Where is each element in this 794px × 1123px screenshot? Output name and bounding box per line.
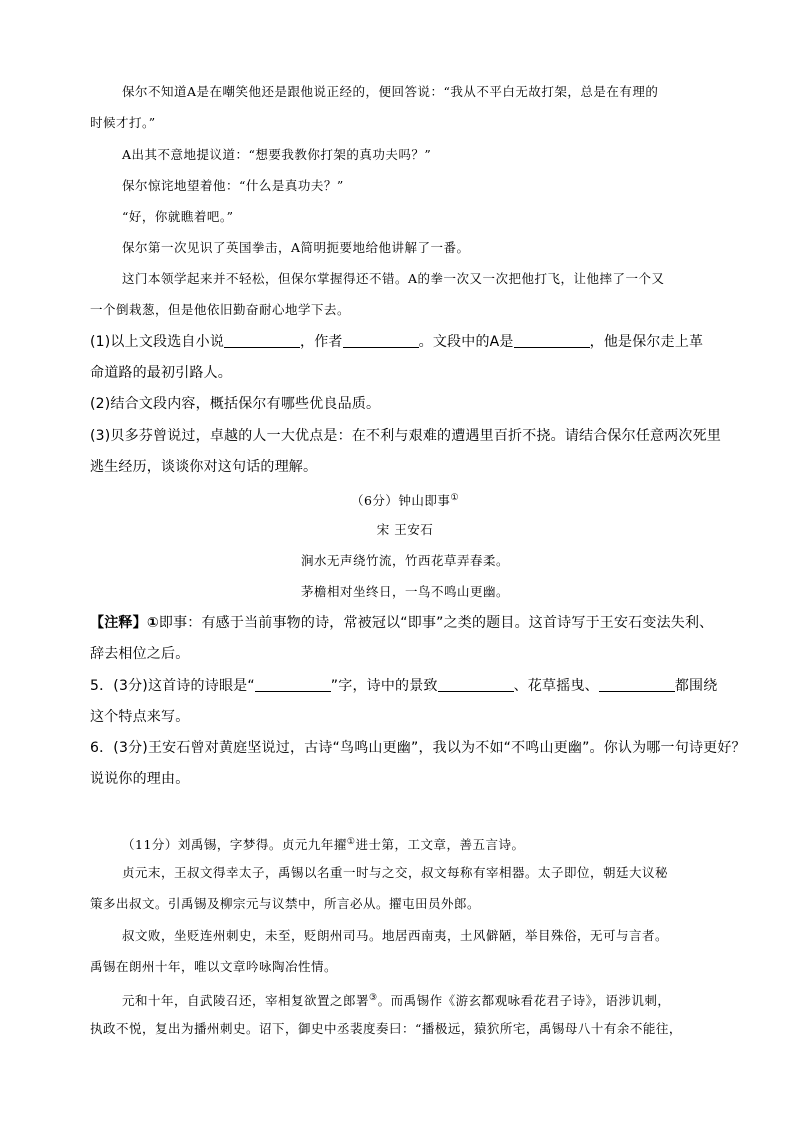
classical-intro-text-b: 进士第，工文章，善五言诗。 <box>355 837 525 853</box>
poem-title-text: （6分）钟山即事 <box>350 493 451 509</box>
q5-text-4: 都围绕 <box>674 678 718 694</box>
novel-para-6b: 一个倒栽葱，但是他依旧勤奋耐心地学下去。 <box>90 302 351 317</box>
answer-blank-author[interactable] <box>343 333 419 348</box>
novel-para-2: A出其不意地提议道：“想要我教你打架的真功夫吗？” <box>122 147 432 162</box>
answer-blank-scenery-1[interactable] <box>438 677 514 692</box>
novel-para-1a: 保尔不知道A是在嘲笑他还是跟他说正经的，便回答说：“我从不平白无故打架，总是在有理的 <box>122 84 659 99</box>
q5-text-2: ”字，诗中的景致 <box>330 678 438 694</box>
poem-annotation-line-a <box>90 613 720 633</box>
classical-para-4-text-a: 元和十年，自武陵召还，宰相复欲置之郎署 <box>122 993 370 1009</box>
question-1-line-a <box>90 332 720 352</box>
annotation-text: 即事：有感于当前事物的诗，常被冠以“即事”之类的题目。这首诗写于王安石变法失利、 <box>158 615 714 631</box>
classical-para-4b: 执政不悦，复出为播州刺史。诏下，御史中丞裴度奏曰：“播极远，猿狖所宅，禹锡母八十有余不能往， <box>90 1021 682 1036</box>
annotation-label: 【注释】 <box>90 615 147 631</box>
answer-blank-character[interactable] <box>514 333 590 348</box>
answer-blank-poem-eye[interactable] <box>255 677 331 692</box>
novel-para-1b: 时候才打。” <box>90 115 156 130</box>
question-2: (2)结合文段内容，概括保尔有哪些优良品质。 <box>90 396 381 412</box>
novel-para-3: 保尔惊诧地望着他：“什么是真功夫？” <box>122 178 344 193</box>
classical-intro <box>122 832 752 855</box>
question-1-line-b: 命道路的最初引路人。 <box>90 365 232 381</box>
answer-blank-scenery-2[interactable] <box>599 677 675 692</box>
q5-text-3: 、花草摇曳、 <box>513 678 599 694</box>
q1-text-1: (1)以上文段选自小说 <box>90 334 225 350</box>
novel-para-5: 保尔第一次见识了英国拳击，A简明扼要地给他讲解了一番。 <box>122 240 470 255</box>
question-3-line-a: (3)贝多芬曾说过，卓越的人一大优点是：在不利与艰难的遭遇里百折不挠。请结合保尔任意两次死里 <box>90 428 722 444</box>
q1-text-3: 。文段中的A是 <box>418 334 514 350</box>
novel-para-6a: 这门本领学起来并不轻松，但保尔掌握得还不错。A的拳一次又一次把他打飞，让他摔了一个又 <box>122 271 665 286</box>
question-3-line-b: 逃生经历，谈谈你对这句话的理解。 <box>90 459 318 475</box>
classical-para-2a: 贞元末，王叔文得幸太子，禹锡以名重一时与之交，叔文每称有宰相器。太子即位，朝廷大议秘 <box>122 865 669 880</box>
question-6-line-a: 6．(3分)王安石曾对黄庭坚说过，古诗“鸟鸣山更幽”，我以为不如“不鸣山更幽”。你认为哪一句诗更好？ <box>90 740 746 756</box>
classical-para-3a: 叔文败，坐贬连州刺史，未至，贬朗州司马。地居西南夷，土风僻陋，举目殊俗，无可与言者。 <box>122 928 669 943</box>
question-5-line-b: 这个特点来写。 <box>90 709 190 725</box>
classical-intro-note-marker: ① <box>346 837 356 847</box>
poem-line-2: 茅檐相对坐终日，一鸟不鸣山更幽。 <box>300 584 509 599</box>
classical-para-3b: 禹锡在朗州十年，唯以文章吟咏陶冶性情。 <box>90 959 338 974</box>
poem-line-1: 涧水无声绕竹流，竹西花草弄春柔。 <box>300 553 509 568</box>
question-6-line-b: 说说你的理由。 <box>90 771 190 787</box>
classical-para-4-note-marker: ③ <box>369 993 378 1003</box>
question-5-line-a <box>90 676 720 696</box>
q1-text-2: ，作者 <box>300 334 343 350</box>
classical-intro-text-a: （11分）刘禹锡，字梦得。贞元九年擢 <box>122 837 347 853</box>
classical-para-2b: 策多出叔文。引禹锡及柳宗元与议禁中，所言必从。擢屯田员外郎。 <box>90 896 481 911</box>
poem-author: 宋 王安石 <box>376 522 434 537</box>
poem-title <box>90 488 720 511</box>
poem-title-note-marker: ① <box>450 493 460 503</box>
classical-para-4-text-b: 。而禹锡作《游玄都观咏看花君子诗》，语涉讥刺， <box>377 993 671 1009</box>
answer-blank-novel[interactable] <box>224 333 300 348</box>
poem-annotation-line-b: 辞去相位之后。 <box>90 646 190 662</box>
q1-text-4: ，他是保尔走上革 <box>589 334 704 350</box>
classical-para-4a <box>122 988 752 1011</box>
novel-para-4: “好，你就瞧着吧。” <box>122 209 234 224</box>
annotation-number-marker: ① <box>146 615 159 631</box>
q5-text-1: 5．(3分)这首诗的诗眼是“ <box>90 678 255 694</box>
